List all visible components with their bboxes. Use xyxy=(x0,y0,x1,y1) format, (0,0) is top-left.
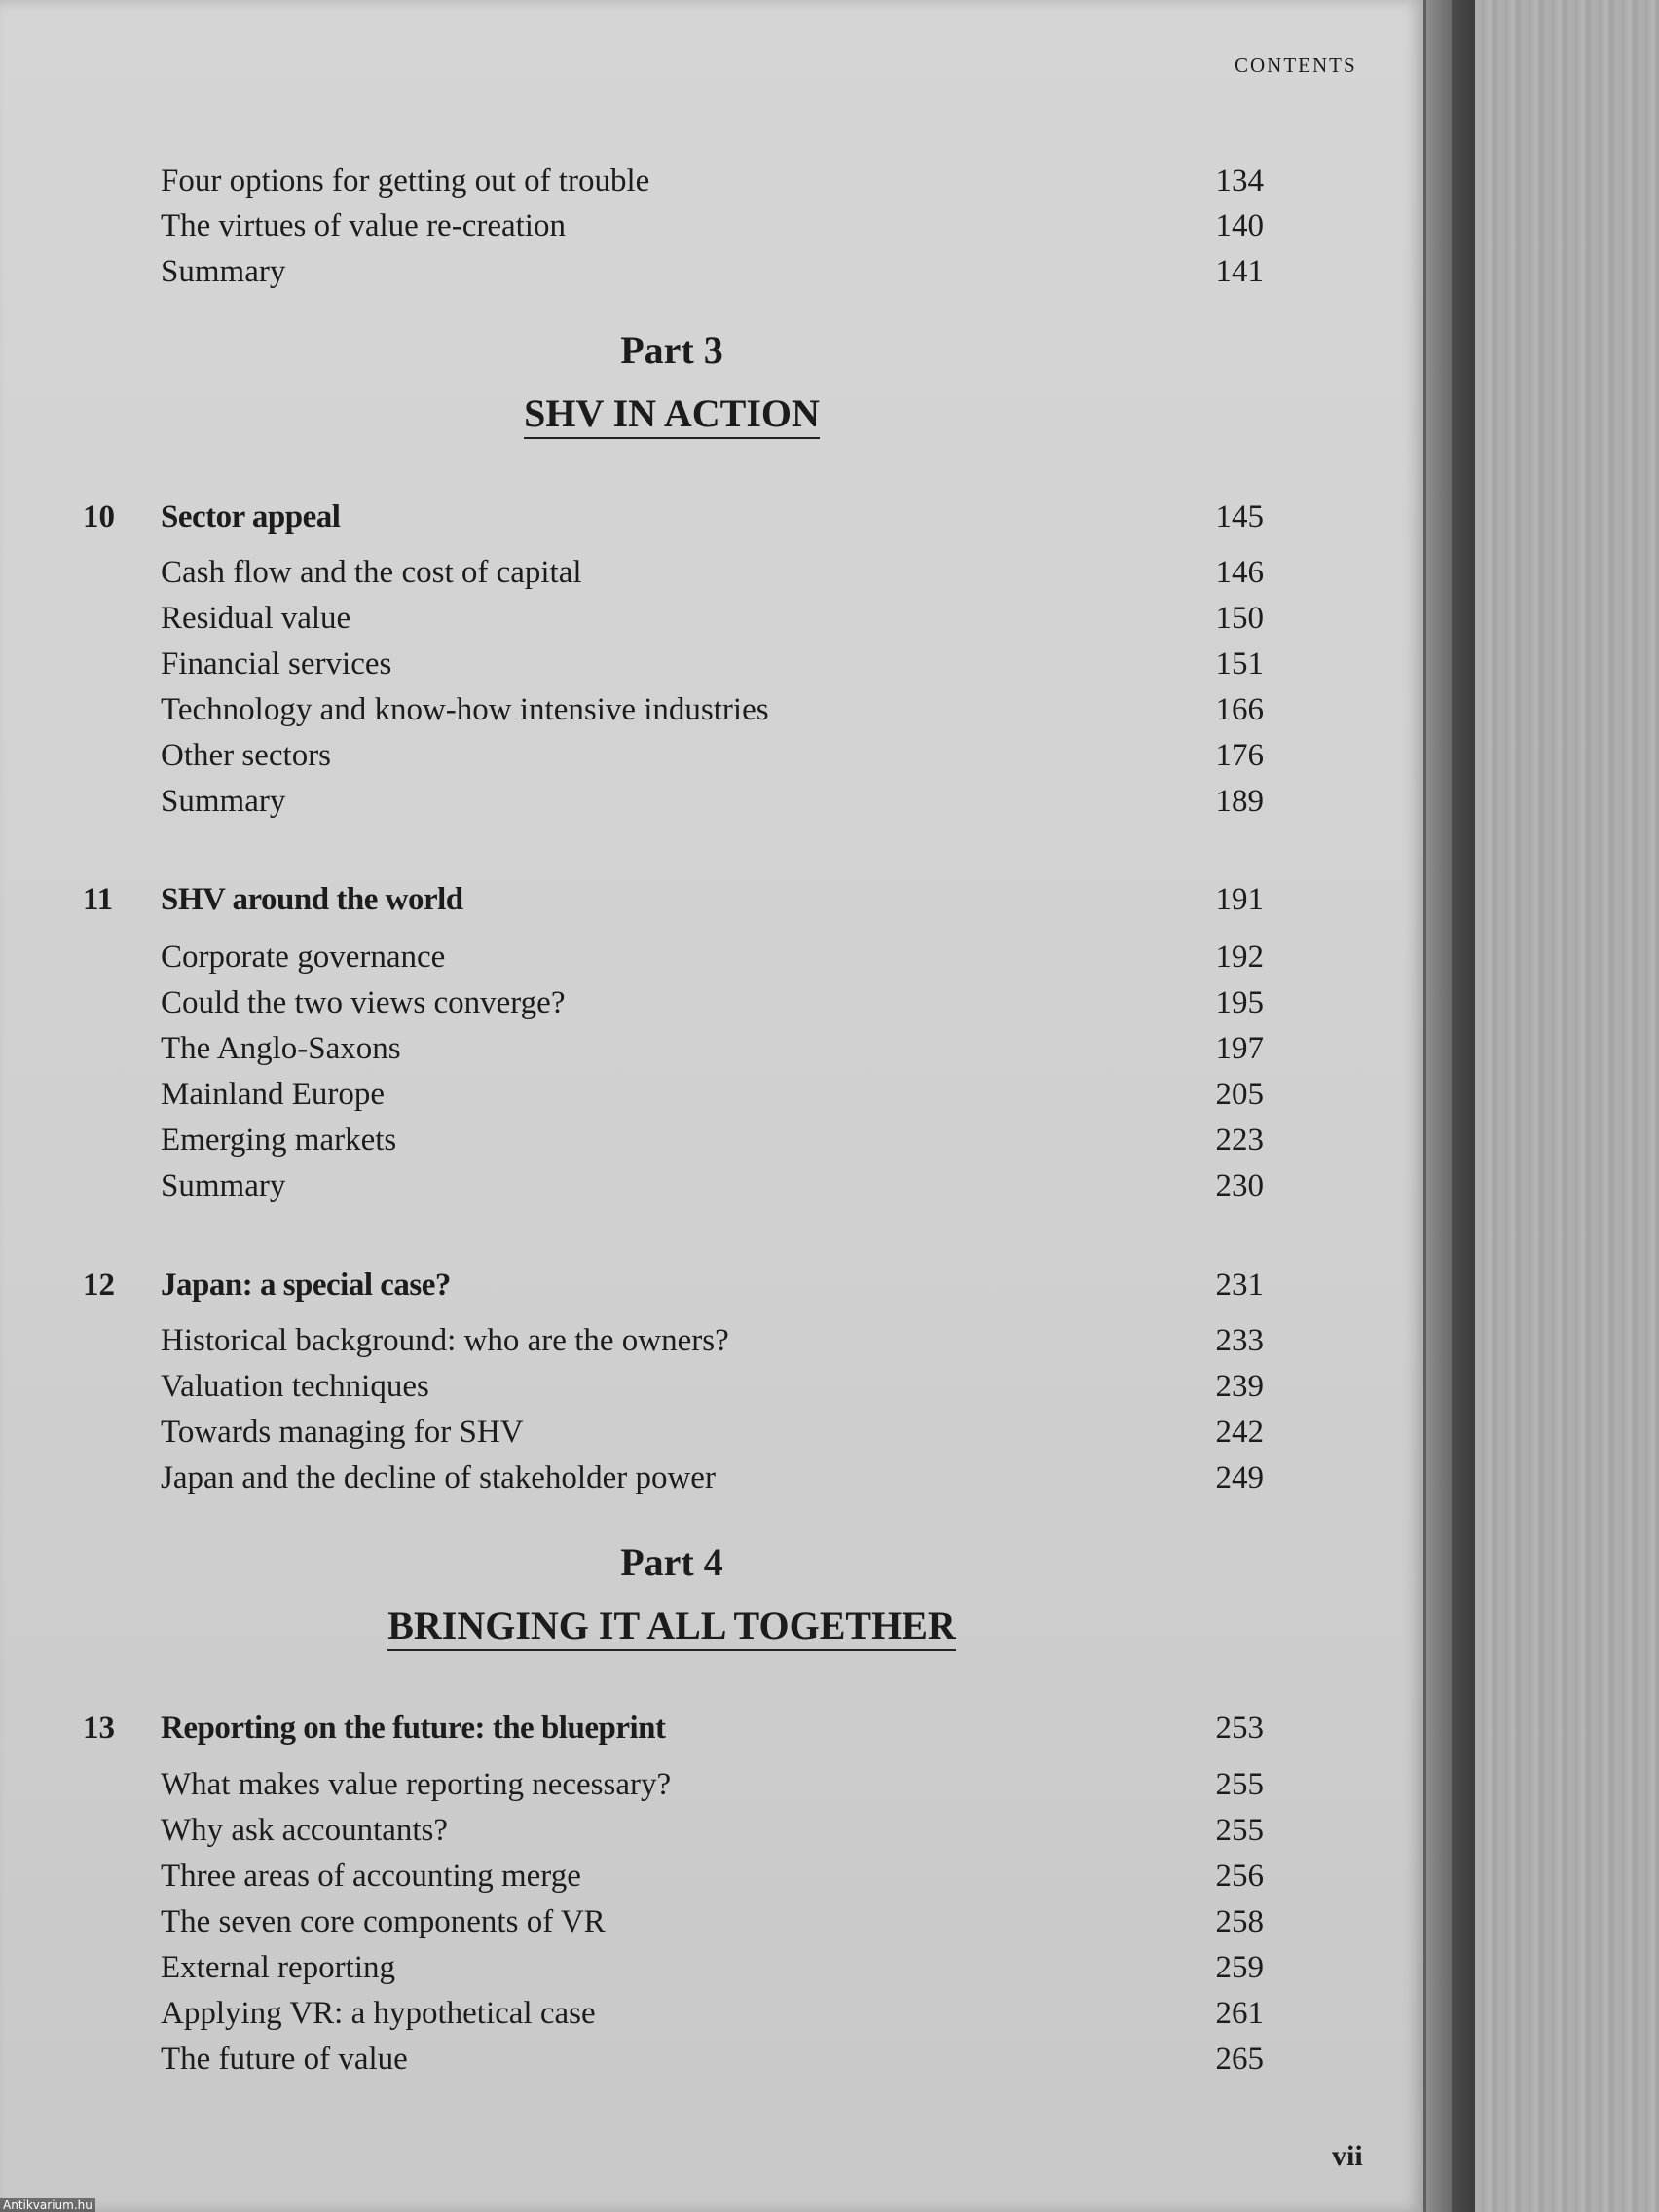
chapter-row xyxy=(0,877,1423,922)
toc-entry xyxy=(0,1991,1423,2036)
entry-page: 255 xyxy=(1215,1813,1264,1848)
entry-title: The future of value xyxy=(161,2042,408,2077)
part-heading-text: SHV IN ACTION xyxy=(524,391,820,439)
toc-entry xyxy=(0,1762,1423,1807)
entry-title: Summary xyxy=(161,784,286,819)
toc-entry xyxy=(0,1026,1423,1071)
entry-title: Four options for getting out of trouble xyxy=(161,164,650,199)
entry-title: The Anglo-Saxons xyxy=(161,1031,401,1066)
chapter-page: 231 xyxy=(1215,1268,1264,1303)
part-label: Part 4 xyxy=(620,1540,723,1584)
toc-entry xyxy=(0,1364,1423,1409)
wood-background xyxy=(1460,0,1659,2212)
chapter-title: Sector appeal xyxy=(161,499,341,535)
entry-page: 255 xyxy=(1215,1767,1264,1802)
entry-title: Towards managing for SHV xyxy=(161,1415,524,1450)
entry-title: Corporate governance xyxy=(161,940,446,975)
entry-page: 192 xyxy=(1215,940,1264,975)
toc-entry xyxy=(0,935,1423,979)
entry-page: 134 xyxy=(1215,164,1264,199)
part-heading xyxy=(0,1602,1344,1650)
toc-entry xyxy=(0,596,1423,641)
entry-page: 189 xyxy=(1215,784,1264,819)
entry-page: 256 xyxy=(1215,1859,1264,1894)
entry-page: 261 xyxy=(1215,1996,1264,2031)
part-label: Part 3 xyxy=(620,328,723,372)
entry-page: 230 xyxy=(1215,1168,1264,1203)
entry-title: Summary xyxy=(161,1168,286,1203)
entry-title: Three areas of accounting merge xyxy=(161,1859,581,1894)
chapter-number: 10 xyxy=(83,499,115,535)
entry-page: 249 xyxy=(1215,1460,1264,1495)
toc-entry xyxy=(0,1118,1423,1162)
entry-page: 195 xyxy=(1215,985,1264,1020)
toc-entry xyxy=(0,1456,1423,1500)
entry-page: 265 xyxy=(1215,2042,1264,2077)
entry-page: 223 xyxy=(1215,1123,1264,1158)
part-heading xyxy=(0,389,1344,438)
entry-title: Cash flow and the cost of capital xyxy=(161,555,582,590)
chapter-title: Reporting on the future: the blueprint xyxy=(161,1711,666,1746)
entry-title: Why ask accountants? xyxy=(161,1813,449,1848)
toc-entry xyxy=(0,249,1423,294)
entry-title: Emerging markets xyxy=(161,1123,397,1158)
toc-entry xyxy=(0,642,1423,686)
entry-title: The seven core components of VR xyxy=(161,1904,606,1939)
entry-title: Could the two views converge? xyxy=(161,985,566,1020)
entry-page: 242 xyxy=(1215,1415,1264,1450)
entry-title: The virtues of value re-creation xyxy=(161,208,566,243)
entry-page: 151 xyxy=(1215,646,1264,682)
chapter-page: 191 xyxy=(1215,882,1264,917)
entry-page: 258 xyxy=(1215,1904,1264,1939)
entry-title: Historical background: who are the owners? xyxy=(161,1323,729,1358)
toc-entry xyxy=(0,1410,1423,1455)
entry-title: Technology and know-how intensive industries xyxy=(161,692,769,727)
book-cover-edge xyxy=(1426,0,1452,2212)
chapter-page: 145 xyxy=(1215,499,1264,535)
entry-page: 239 xyxy=(1215,1369,1264,1404)
entry-page: 205 xyxy=(1215,1077,1264,1112)
entry-title: What makes value reporting necessary? xyxy=(161,1767,672,1802)
toc-entry xyxy=(0,779,1423,824)
entry-title: Other sectors xyxy=(161,738,332,773)
chapter-row xyxy=(0,1706,1423,1751)
toc-entry xyxy=(0,1808,1423,1853)
toc-entry xyxy=(0,687,1423,732)
toc-entry xyxy=(0,1945,1423,1990)
entry-title: Financial services xyxy=(161,646,392,682)
chapter-row xyxy=(0,495,1423,539)
toc-entry xyxy=(0,2037,1423,2082)
toc-entry xyxy=(0,733,1423,778)
running-head: CONTENTS xyxy=(1235,54,1357,77)
entry-page: 176 xyxy=(1215,738,1264,773)
toc-entry xyxy=(0,159,1423,203)
entry-page: 141 xyxy=(1215,254,1264,289)
toc-entry xyxy=(0,1854,1423,1899)
toc-entry xyxy=(0,1163,1423,1208)
page-number: vii xyxy=(1332,2140,1363,2172)
toc-entry xyxy=(0,1072,1423,1117)
toc-entry xyxy=(0,1899,1423,1944)
entry-title: Japan and the decline of stakeholder power xyxy=(161,1460,716,1495)
chapter-number: 13 xyxy=(83,1711,115,1746)
chapter-title: Japan: a special case? xyxy=(161,1268,451,1303)
chapter-number: 11 xyxy=(83,882,114,917)
entry-page: 150 xyxy=(1215,601,1264,636)
entry-page: 233 xyxy=(1215,1323,1264,1358)
chapter-page: 253 xyxy=(1215,1711,1264,1746)
chapter-title: SHV around the world xyxy=(161,882,463,917)
watermark: Antikvarium.hu xyxy=(0,2198,95,2212)
toc-entry xyxy=(0,980,1423,1025)
entry-page: 140 xyxy=(1215,208,1264,243)
entry-title: Residual value xyxy=(161,601,351,636)
entry-page: 146 xyxy=(1215,555,1264,590)
chapter-number: 12 xyxy=(83,1268,115,1303)
toc-entry xyxy=(0,203,1423,248)
entry-title: Mainland Europe xyxy=(161,1077,386,1112)
entry-page: 197 xyxy=(1215,1031,1264,1066)
entry-title: Valuation techniques xyxy=(161,1369,429,1404)
entry-title: External reporting xyxy=(161,1950,395,1985)
entry-page: 166 xyxy=(1215,692,1264,727)
entry-title: Summary xyxy=(161,254,286,289)
chapter-row xyxy=(0,1263,1423,1308)
toc-entry xyxy=(0,550,1423,595)
part-heading-text: BRINGING IT ALL TOGETHER xyxy=(387,1604,956,1651)
entry-title: Applying VR: a hypothetical case xyxy=(161,1996,596,2031)
toc-entry xyxy=(0,1318,1423,1363)
entry-page: 259 xyxy=(1215,1950,1264,1985)
